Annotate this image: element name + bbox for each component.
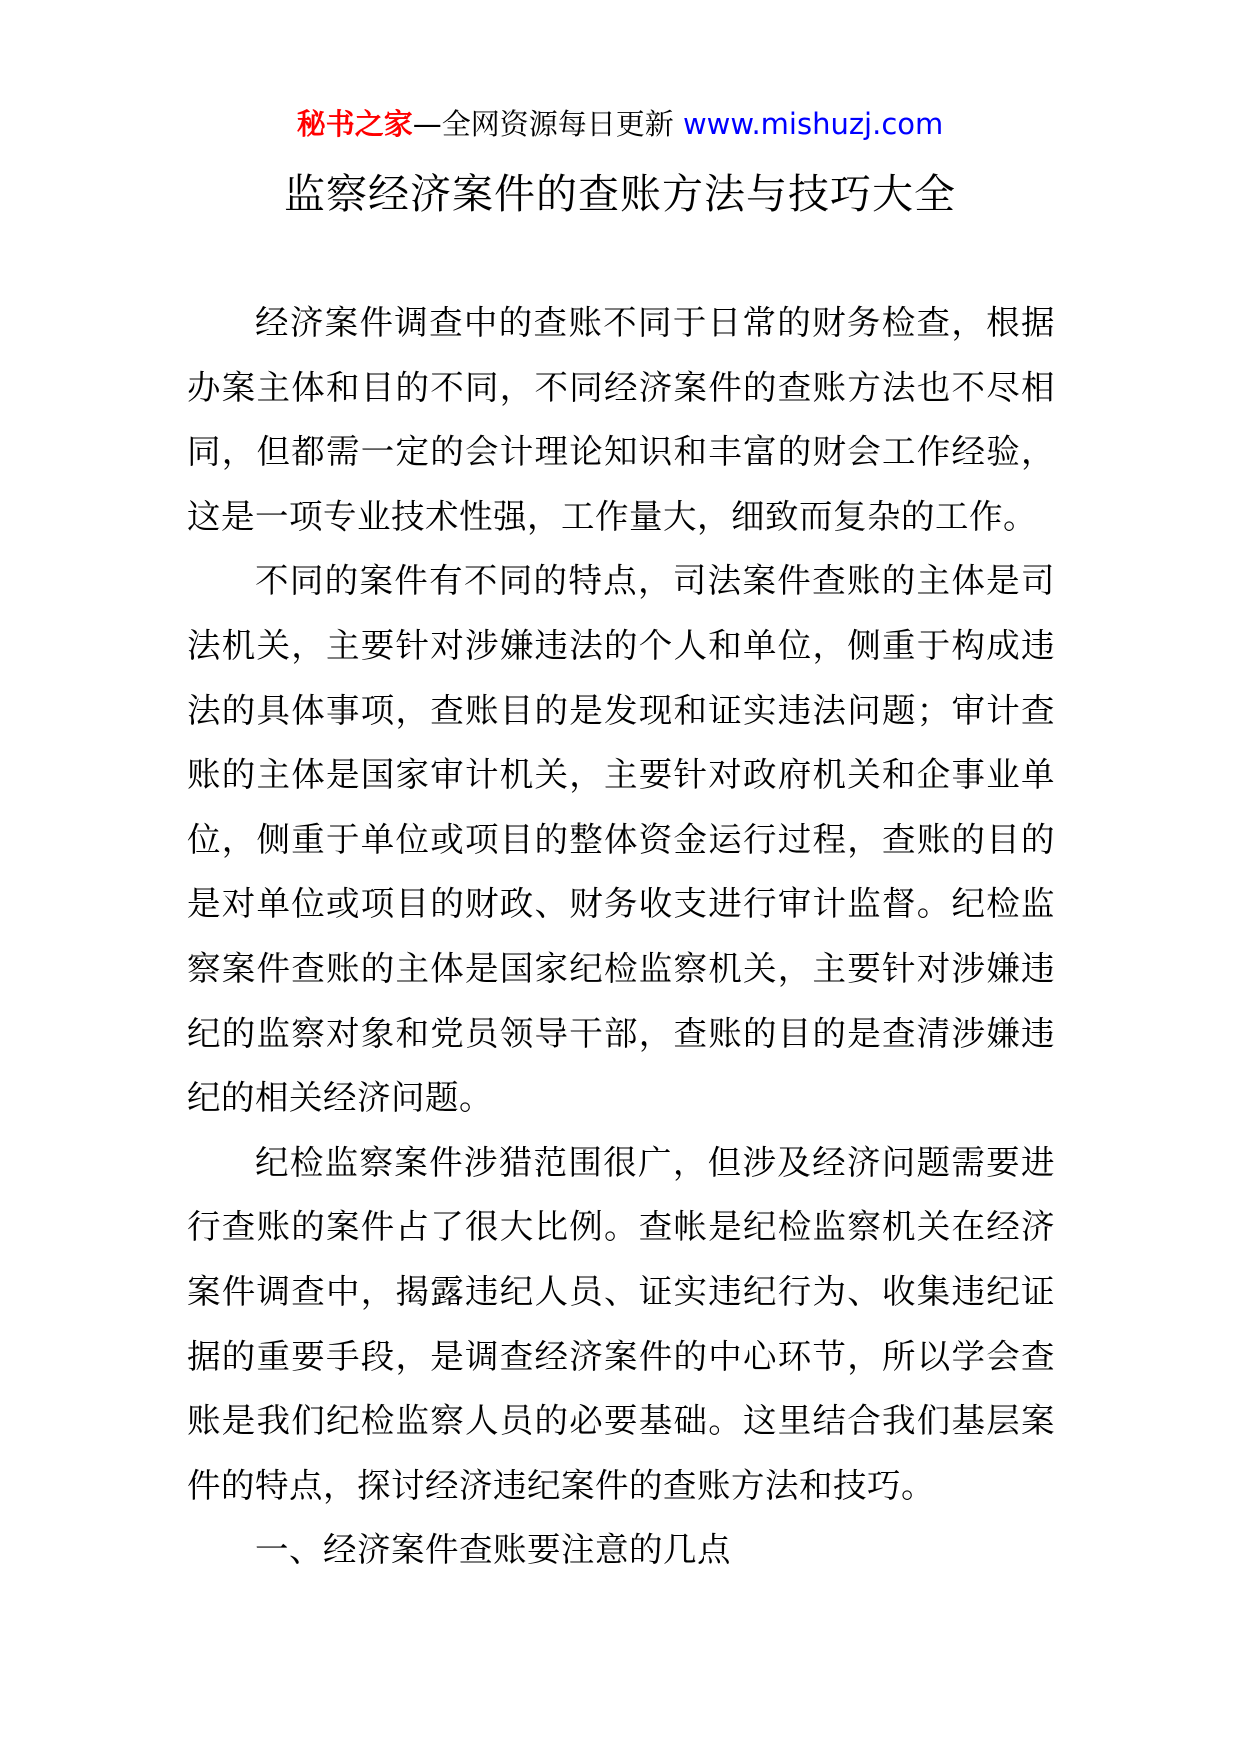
site-tagline: —全网资源每日更新 <box>412 107 683 141</box>
paragraph-1: 经济案件调查中的查账不同于日常的财务检查，根据办案主体和目的不同，不同经济案件的查账方法也不尽相同，但都需一定的会计理论知识和丰富的财会工作经验，这是一项专业技术性强，工作量大，细致而复杂的工作。 <box>187 303 1055 536</box>
site-url-link[interactable]: www.mishuzj.com <box>682 107 944 141</box>
paragraph-2: 不同的案件有不同的特点，司法案件查账的主体是司法机关，主要针对涉嫌违法的个人和单位，侧重于构成违法的具体事项，查账目的是发现和证实违法问题；审计查账的主体是国家审计机关，主要针对政府机关和企事业单位，侧重于单位或项目的整体资金运行过程，查账的目的是对单位或项目的财政、财务收支进行审计监督。纪检监察案件查账的主体是国家纪检监察机关，主要针对涉嫌违纪的监察对象和党员领导干部，查账的目的是查清涉嫌违纪的相关经济问题。 <box>187 561 1055 1118</box>
paragraph-3: 纪检监察案件涉猎范围很广，但涉及经济问题需要进行查账的案件占了很大比例。查帐是纪检监察机关在经济案件调查中，揭露违纪人员、证实违纪行为、收集违纪证据的重要手段，是调查经济案件的中心环节，所以学会查账是我们纪检监察人员的必要基础。这里结合我们基层案件的特点，探讨经济违纪案件的查账方法和技巧。 <box>187 1142 1055 1505</box>
section-heading: 一、经济案件查账要注意的几点 <box>255 1530 731 1570</box>
site-header <box>0 102 1240 146</box>
document-title: 监察经济案件的查账方法与技巧大全 <box>284 170 956 218</box>
document-body <box>187 291 1055 1583</box>
site-brand: 秘书之家 <box>296 107 413 141</box>
